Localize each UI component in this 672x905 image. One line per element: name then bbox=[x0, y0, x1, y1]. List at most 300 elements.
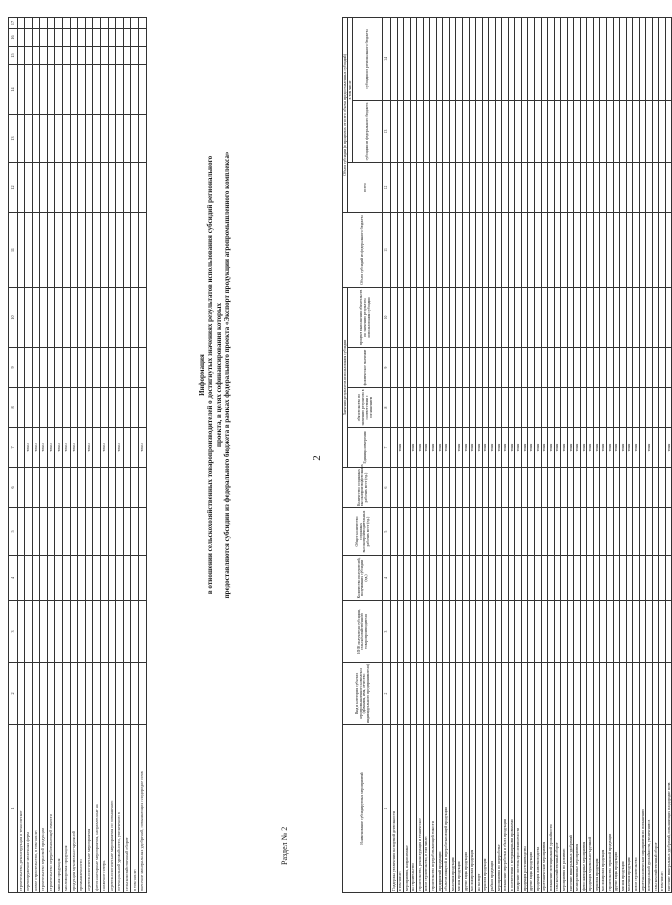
row-name: фитосанитарные мероприятия, направленные на bbox=[93, 725, 101, 893]
row-unit: тонн bbox=[567, 428, 574, 468]
row-unit: тонн bbox=[646, 428, 653, 468]
empty-cell bbox=[108, 163, 116, 213]
row-name: строительство, реконструкция и техническое bbox=[17, 725, 25, 893]
empty-cell bbox=[78, 348, 86, 388]
empty-cell bbox=[665, 348, 672, 388]
empty-cell bbox=[63, 348, 71, 388]
empty-cell bbox=[32, 115, 40, 163]
column-number: 8 bbox=[9, 388, 18, 428]
column-number: 5 bbox=[382, 508, 390, 556]
empty-cell bbox=[47, 601, 55, 663]
empty-cell bbox=[93, 18, 101, 29]
row-unit: тонн bbox=[593, 428, 600, 468]
empty-cell bbox=[665, 601, 672, 663]
row-unit: тонн bbox=[397, 428, 404, 468]
empty-cell bbox=[93, 115, 101, 163]
row-name: потенциальной урожайности, увеличению в bbox=[116, 725, 124, 893]
row-unit: тонн bbox=[574, 428, 581, 468]
empty-cell bbox=[85, 18, 93, 29]
empty-cell bbox=[47, 18, 55, 29]
empty-cell bbox=[70, 47, 78, 65]
empty-cell bbox=[85, 288, 93, 348]
empty-cell bbox=[40, 65, 48, 115]
row-name: мясная продукция bbox=[456, 725, 463, 893]
empty-cell bbox=[55, 468, 63, 508]
empty-cell bbox=[25, 115, 33, 163]
empty-cell bbox=[25, 468, 33, 508]
empty-cell bbox=[32, 468, 40, 508]
empty-cell bbox=[108, 18, 116, 29]
column-number: 1 bbox=[382, 725, 390, 893]
empty-cell bbox=[108, 663, 116, 725]
table-row bbox=[47, 18, 55, 893]
row-unit: тонн bbox=[456, 428, 463, 468]
row-name: агротехнологические мероприятия по повышению bbox=[639, 725, 646, 893]
empty-cell bbox=[101, 213, 109, 288]
empty-cell bbox=[40, 508, 48, 556]
empty-cell bbox=[139, 213, 147, 288]
empty-cell bbox=[139, 163, 147, 213]
empty-cell bbox=[55, 29, 63, 47]
empty-cell bbox=[85, 348, 93, 388]
empty-cell bbox=[93, 556, 101, 601]
row-unit: тонн bbox=[502, 428, 509, 468]
empty-cell bbox=[116, 115, 124, 163]
empty-cell bbox=[25, 348, 33, 388]
table-row bbox=[123, 18, 131, 893]
empty-cell bbox=[123, 468, 131, 508]
empty-cell bbox=[70, 601, 78, 663]
empty-cell bbox=[40, 468, 48, 508]
empty-cell bbox=[47, 213, 55, 288]
column-number: 10 bbox=[9, 288, 18, 348]
empty-cell bbox=[108, 288, 116, 348]
empty-cell bbox=[131, 18, 139, 29]
empty-cell bbox=[63, 556, 71, 601]
empty-cell bbox=[17, 18, 25, 29]
row-name: сельскохозяйственный оборот bbox=[123, 725, 131, 893]
row-unit: тонн bbox=[633, 428, 640, 468]
row-unit: тонн bbox=[580, 428, 587, 468]
row-unit: тонн bbox=[55, 428, 63, 468]
empty-cell bbox=[40, 663, 48, 725]
empty-cell bbox=[131, 663, 139, 725]
empty-cell bbox=[70, 18, 78, 29]
empty-cell bbox=[40, 163, 48, 213]
empty-cell bbox=[131, 468, 139, 508]
row-unit bbox=[123, 428, 131, 468]
row-unit: тонн bbox=[423, 428, 430, 468]
row-unit bbox=[131, 428, 139, 468]
empty-cell bbox=[131, 163, 139, 213]
row-name: мясная продукция bbox=[620, 725, 627, 893]
empty-cell bbox=[40, 115, 48, 163]
empty-cell bbox=[47, 288, 55, 348]
empty-cell bbox=[70, 115, 78, 163]
row-unit: тонн bbox=[521, 428, 528, 468]
header-actual: фактическое значение bbox=[347, 348, 382, 388]
empty-cell bbox=[40, 601, 48, 663]
empty-cell bbox=[25, 213, 33, 288]
empty-cell bbox=[101, 348, 109, 388]
empty-cell bbox=[139, 388, 147, 428]
empty-cell bbox=[63, 18, 71, 29]
row-unit: тонн bbox=[47, 428, 55, 468]
empty-cell bbox=[70, 508, 78, 556]
column-number: 14 bbox=[382, 17, 390, 100]
empty-cell bbox=[116, 348, 124, 388]
empty-cell bbox=[101, 18, 109, 29]
empty-cell bbox=[78, 29, 86, 47]
row-name: другие виды продукции bbox=[528, 725, 535, 893]
empty-cell bbox=[123, 47, 131, 65]
empty-cell bbox=[32, 288, 40, 348]
row-name: в том числе: bbox=[131, 725, 139, 893]
empty-cell bbox=[139, 601, 147, 663]
empty-cell bbox=[101, 601, 109, 663]
row-name: мясная продукция bbox=[55, 725, 63, 893]
empty-cell bbox=[123, 508, 131, 556]
empty-cell bbox=[101, 65, 109, 115]
row-name: зерновая продукция bbox=[593, 725, 600, 893]
empty-cell bbox=[55, 115, 63, 163]
empty-cell bbox=[116, 213, 124, 288]
empty-cell bbox=[85, 663, 93, 725]
row-unit bbox=[78, 428, 86, 468]
empty-cell bbox=[17, 47, 25, 65]
row-unit: тонн bbox=[548, 428, 555, 468]
empty-cell bbox=[108, 601, 116, 663]
row-name: внедрение системы прослеживаемости bbox=[515, 725, 522, 893]
empty-cell bbox=[101, 508, 109, 556]
empty-cell bbox=[55, 348, 63, 388]
empty-cell bbox=[108, 388, 116, 428]
empty-cell bbox=[55, 18, 63, 29]
column-number: 11 bbox=[9, 213, 18, 288]
column-number: 5 bbox=[9, 508, 18, 556]
header-total: всего bbox=[347, 162, 382, 212]
row-unit: тонн bbox=[32, 428, 40, 468]
empty-cell bbox=[116, 163, 124, 213]
header-incl: в том числе bbox=[347, 17, 352, 162]
empty-cell bbox=[85, 115, 93, 163]
empty-cell bbox=[108, 556, 116, 601]
row-name: продукция мукомольно-крупяной bbox=[70, 725, 78, 893]
empty-cell bbox=[665, 663, 672, 725]
row-name: зерновая продукция bbox=[482, 725, 489, 893]
empty-cell bbox=[139, 18, 147, 29]
row-unit: тонн bbox=[430, 428, 437, 468]
column-number: 2 bbox=[9, 663, 18, 725]
empty-cell bbox=[63, 65, 71, 115]
empty-cell bbox=[25, 508, 33, 556]
empty-cell bbox=[93, 163, 101, 213]
empty-cell bbox=[131, 29, 139, 47]
empty-cell bbox=[93, 388, 101, 428]
row-unit: тонн bbox=[508, 428, 515, 468]
empty-cell bbox=[101, 663, 109, 725]
empty-cell bbox=[32, 508, 40, 556]
empty-cell bbox=[78, 468, 86, 508]
empty-cell bbox=[25, 47, 33, 65]
empty-cell bbox=[47, 556, 55, 601]
empty-cell bbox=[63, 213, 71, 288]
empty-cell bbox=[63, 601, 71, 663]
empty-cell bbox=[40, 29, 48, 47]
row-unit: тонн bbox=[535, 428, 542, 468]
empty-cell bbox=[108, 508, 116, 556]
empty-cell bbox=[78, 601, 86, 663]
row-unit: тонн bbox=[489, 428, 496, 468]
empty-cell bbox=[93, 65, 101, 115]
row-unit bbox=[93, 428, 101, 468]
table-row bbox=[63, 18, 71, 893]
column-number: 17 bbox=[9, 18, 18, 29]
empty-cell bbox=[55, 65, 63, 115]
column-number: 4 bbox=[9, 556, 18, 601]
column-number: 11 bbox=[382, 212, 390, 287]
empty-cell bbox=[116, 468, 124, 508]
row-unit: тонн bbox=[495, 428, 502, 468]
row-unit: тонн bbox=[417, 428, 424, 468]
empty-cell bbox=[101, 29, 109, 47]
empty-cell bbox=[32, 213, 40, 288]
empty-cell bbox=[70, 288, 78, 348]
row-name: мероприятия по переработке bbox=[495, 725, 502, 893]
empty-cell bbox=[123, 163, 131, 213]
row-unit: тонн bbox=[620, 428, 627, 468]
empty-cell bbox=[47, 47, 55, 65]
empty-cell bbox=[70, 468, 78, 508]
row-unit: тонн bbox=[600, 428, 607, 468]
table-row bbox=[101, 18, 109, 893]
column-number: 12 bbox=[382, 162, 390, 212]
empty-cell bbox=[93, 508, 101, 556]
empty-cell bbox=[78, 663, 86, 725]
empty-cell bbox=[131, 601, 139, 663]
empty-cell bbox=[25, 288, 33, 348]
empty-cell bbox=[665, 508, 672, 556]
empty-cell bbox=[108, 468, 116, 508]
empty-cell bbox=[32, 388, 40, 428]
empty-cell bbox=[108, 348, 116, 388]
empty-cell bbox=[55, 508, 63, 556]
empty-cell bbox=[78, 18, 86, 29]
table-row bbox=[665, 17, 672, 892]
column-number: 3 bbox=[382, 601, 390, 663]
table-row bbox=[131, 18, 139, 893]
empty-cell bbox=[123, 65, 131, 115]
empty-cell bbox=[25, 18, 33, 29]
empty-cell bbox=[93, 47, 101, 65]
empty-cell bbox=[116, 18, 124, 29]
column-number: 7 bbox=[382, 428, 390, 468]
row-name: масложировая продукция bbox=[600, 725, 607, 893]
header-inn: ИНН получателя субсидии, сельскохозяйственного товаропроизводителя bbox=[343, 601, 383, 663]
row-unit: тонн bbox=[40, 428, 48, 468]
row-name: агротехнологические мероприятия по повышению bbox=[108, 725, 116, 893]
empty-cell bbox=[55, 601, 63, 663]
row-unit: тонн bbox=[469, 428, 476, 468]
empty-cell bbox=[17, 213, 25, 288]
row-name: строительство зерновой продукции bbox=[40, 725, 48, 893]
empty-cell bbox=[139, 348, 147, 388]
row-name: строительство, реконструкция и техническое bbox=[417, 725, 424, 893]
empty-cell bbox=[85, 163, 93, 213]
empty-cell bbox=[101, 47, 109, 65]
column-number: 6 bbox=[9, 468, 18, 508]
row-unit: тонн bbox=[613, 428, 620, 468]
empty-cell bbox=[139, 29, 147, 47]
empty-cell bbox=[85, 213, 93, 288]
row-name: внесение минеральных удобрений, повышающих плодородие почв bbox=[665, 725, 672, 893]
empty-cell bbox=[116, 288, 124, 348]
empty-cell bbox=[116, 388, 124, 428]
empty-cell bbox=[131, 213, 139, 288]
empty-cell bbox=[32, 65, 40, 115]
column-number: 8 bbox=[382, 388, 390, 428]
empty-cell bbox=[93, 663, 101, 725]
row-name: продукция животноводства bbox=[535, 725, 542, 893]
column-number: 10 bbox=[382, 287, 390, 347]
row-unit: тонн bbox=[541, 428, 548, 468]
empty-cell bbox=[25, 663, 33, 725]
empty-cell bbox=[116, 556, 124, 601]
empty-cell bbox=[17, 29, 25, 47]
row-unit: тонн bbox=[665, 428, 672, 468]
row-name: фитосанитарные мероприятия bbox=[580, 725, 587, 893]
empty-cell bbox=[139, 47, 147, 65]
heading-line: предоставляются субсидии из федерального бюджета в рамках федерального проекта «Экспорт продукции агропромышленного комплекса» bbox=[223, 151, 232, 599]
row-name: объектов пищевой и перерабатывающей продукции bbox=[443, 725, 450, 893]
row-unit: тонн bbox=[462, 428, 469, 468]
empty-cell bbox=[665, 468, 672, 508]
row-unit: тонн bbox=[482, 428, 489, 468]
empty-cell bbox=[17, 508, 25, 556]
empty-cell bbox=[131, 115, 139, 163]
header-unit: Единица измерения bbox=[347, 428, 382, 468]
empty-cell bbox=[665, 17, 672, 100]
header-jobs-count: Количество созданных высокопроизводительных рабочих мест (ед.) bbox=[343, 468, 383, 508]
empty-cell bbox=[40, 18, 48, 29]
empty-cell bbox=[116, 508, 124, 556]
empty-cell bbox=[17, 163, 25, 213]
heading-line: Информация bbox=[198, 354, 206, 396]
column-number-row bbox=[382, 17, 390, 892]
empty-cell bbox=[47, 348, 55, 388]
empty-cell bbox=[70, 163, 78, 213]
row-name: агротехнические мероприятия bbox=[541, 725, 548, 893]
empty-cell bbox=[70, 348, 78, 388]
row-name: новое строительство, в том числе: bbox=[32, 725, 40, 893]
empty-cell bbox=[131, 556, 139, 601]
empty-cell bbox=[17, 468, 25, 508]
empty-cell bbox=[78, 163, 86, 213]
empty-cell bbox=[55, 47, 63, 65]
header-count-recipients: Количество получателей, получивших субсидии (ед.) bbox=[343, 556, 383, 601]
table-row bbox=[93, 18, 101, 893]
column-number: 1 bbox=[9, 725, 18, 893]
empty-cell bbox=[17, 601, 25, 663]
empty-cell bbox=[55, 163, 63, 213]
table-row bbox=[25, 18, 33, 893]
empty-cell bbox=[55, 663, 63, 725]
empty-cell bbox=[47, 388, 55, 428]
row-name: сельскохозяйственный оборот bbox=[652, 725, 659, 893]
empty-cell bbox=[17, 556, 25, 601]
column-number: 7 bbox=[9, 428, 18, 468]
empty-cell bbox=[25, 388, 33, 428]
row-unit: тонн bbox=[70, 428, 78, 468]
empty-cell bbox=[17, 288, 25, 348]
section-title: Раздел № 2 bbox=[280, 826, 289, 865]
empty-cell bbox=[139, 115, 147, 163]
row-name: мероприятия по развитию bbox=[561, 725, 568, 893]
row-name: строительство перерабатывающей емкости bbox=[430, 725, 437, 893]
header-percent: процент выполнения обязательств по значению результата использования субсидии bbox=[347, 287, 382, 347]
empty-cell bbox=[40, 388, 48, 428]
empty-cell bbox=[116, 601, 124, 663]
row-name: в том числе: bbox=[397, 725, 404, 893]
row-name: внесение минеральных удобрений bbox=[567, 725, 574, 893]
row-name: в соответствии с ветеринарными правилами bbox=[508, 725, 515, 893]
row-name: продукция мукомольно-крупяной bbox=[587, 725, 594, 893]
empty-cell bbox=[85, 388, 93, 428]
empty-cell bbox=[17, 663, 25, 725]
empty-cell bbox=[40, 556, 48, 601]
section-2-table bbox=[342, 17, 672, 893]
empty-cell bbox=[63, 47, 71, 65]
column-number: 15 bbox=[9, 47, 18, 65]
table-row bbox=[55, 18, 63, 893]
row-name: молочная продукция bbox=[449, 725, 456, 893]
empty-cell bbox=[93, 348, 101, 388]
empty-cell bbox=[17, 348, 25, 388]
row-name: мероприятия, направленные bbox=[404, 725, 411, 893]
header-federal: субсидии из федерального бюджета bbox=[352, 100, 382, 162]
row-name: строительство зерновой продукции bbox=[607, 725, 614, 893]
row-name: снижение потерь bbox=[101, 725, 109, 893]
empty-cell bbox=[665, 556, 672, 601]
column-number: 13 bbox=[382, 100, 390, 162]
empty-cell bbox=[32, 556, 40, 601]
row-unit: тонн bbox=[626, 428, 633, 468]
column-number: 13 bbox=[9, 115, 18, 163]
empty-cell bbox=[47, 663, 55, 725]
empty-cell bbox=[101, 388, 109, 428]
empty-cell bbox=[108, 115, 116, 163]
empty-cell bbox=[665, 100, 672, 162]
row-unit: тонн bbox=[528, 428, 535, 468]
empty-cell bbox=[47, 65, 55, 115]
empty-cell bbox=[17, 115, 25, 163]
column-number: 9 bbox=[9, 348, 18, 388]
empty-cell bbox=[32, 163, 40, 213]
row-name: масложировая продукция bbox=[63, 725, 71, 893]
document-heading bbox=[198, 145, 232, 605]
empty-cell bbox=[123, 348, 131, 388]
empty-cell bbox=[139, 288, 147, 348]
empty-cell bbox=[665, 212, 672, 287]
row-name: в том числе: bbox=[659, 725, 666, 893]
empty-cell bbox=[131, 47, 139, 65]
empty-cell bbox=[93, 468, 101, 508]
empty-cell bbox=[63, 468, 71, 508]
empty-cell bbox=[665, 287, 672, 347]
empty-cell bbox=[55, 556, 63, 601]
empty-cell bbox=[70, 213, 78, 288]
empty-cell bbox=[40, 213, 48, 288]
